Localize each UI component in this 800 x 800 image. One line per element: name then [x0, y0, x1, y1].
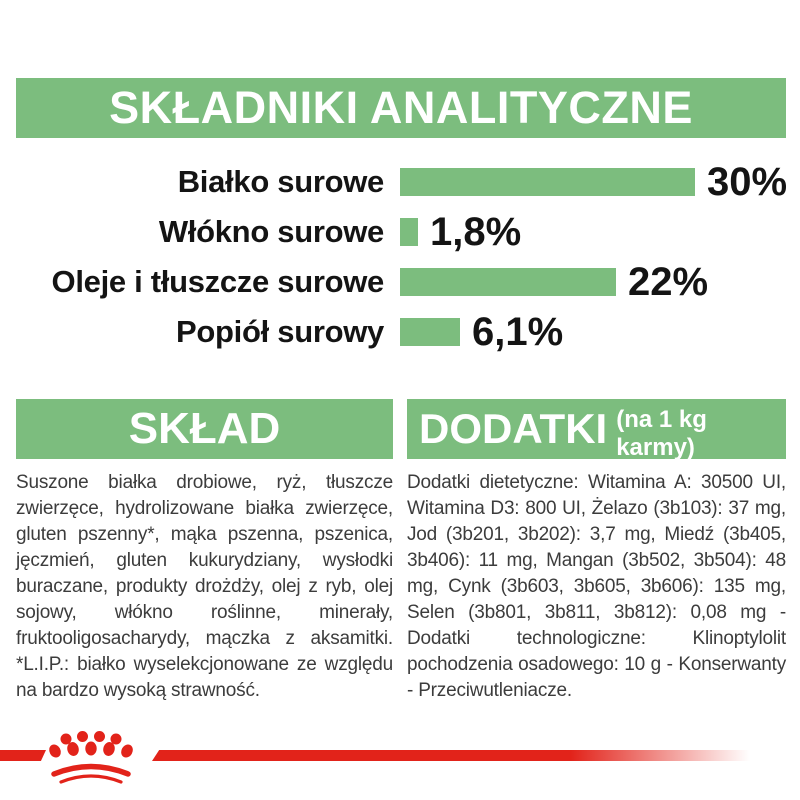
composition-body-text: Suszone białka drobiowe, ryż, tłuszcze zwierzęce, hydrolizowane białka zwierzęce, gluten pszenny*, mąka pszenna, pszenica, jęczmień, gluten kukurydziany, wysłodki buraczane, produkty drożdży, olej z ryb, olej sojowy, włókno roślinne, minerały, fruktooligosacharydy, mączka z aksamitki. *L.I.P.: białko wyselekcjonowane ze względu na bardzo wysoką strawność. [16, 472, 393, 702]
additives-header [407, 399, 786, 459]
chart-bar [400, 268, 616, 296]
chart-row-label: Białko surowe [177, 164, 384, 199]
analytics-section-title: SKŁADNIKI ANALITYCZNE [109, 82, 693, 133]
chart-row [0, 307, 800, 357]
analytics-section-header [16, 78, 786, 138]
chart-row-value: 6,1% [472, 309, 564, 354]
chart-row-value: 1,8% [430, 209, 522, 254]
chart-row-value: 30% [707, 159, 788, 204]
chart-row [0, 257, 800, 307]
chart-row-label: Oleje i tłuszcze surowe [51, 264, 384, 299]
chart-row-label: Popiół surowy [176, 314, 384, 349]
chart-bar [400, 318, 460, 346]
chart-row-value: 22% [628, 259, 709, 304]
brand-stripe-left [0, 750, 46, 761]
analytical-bar-chart [0, 157, 800, 357]
additives-section [407, 399, 786, 704]
composition-header [16, 399, 393, 459]
chart-row [0, 157, 800, 207]
additives-title: DODATKI [419, 405, 608, 452]
royal-canin-crown-logo [47, 729, 147, 791]
composition-title: SKŁAD [128, 404, 281, 453]
additives-body-text: Dodatki dietetyczne: Witamina A: 30500 UI, Witamina D3: 800 UI, Żelazo (3b103): 37 mg, Jod (3b201, 3b202): 3,7 mg, Miedź (3b405, 3b406): 11 mg, Mangan (3b502, 3b504): 48 mg, Cynk (3b603, 3b605, 3b606): 135 mg, Selen (3b801, 3b811, 3b812): 0,08 mg - Dodatki technologiczne: Klinoptylolit pochodzenia osadowego: 10 g - Konserwanty - Przeciwutleniacze. [407, 472, 786, 702]
additives-title-suffix: (na 1 kg karmy) [616, 406, 707, 461]
composition-section [16, 399, 393, 704]
brand-stripe-right [152, 750, 750, 761]
chart-bar [400, 218, 418, 246]
chart-row [0, 207, 800, 257]
chart-row-label: Włókno surowe [158, 214, 384, 249]
chart-bar [400, 168, 695, 196]
